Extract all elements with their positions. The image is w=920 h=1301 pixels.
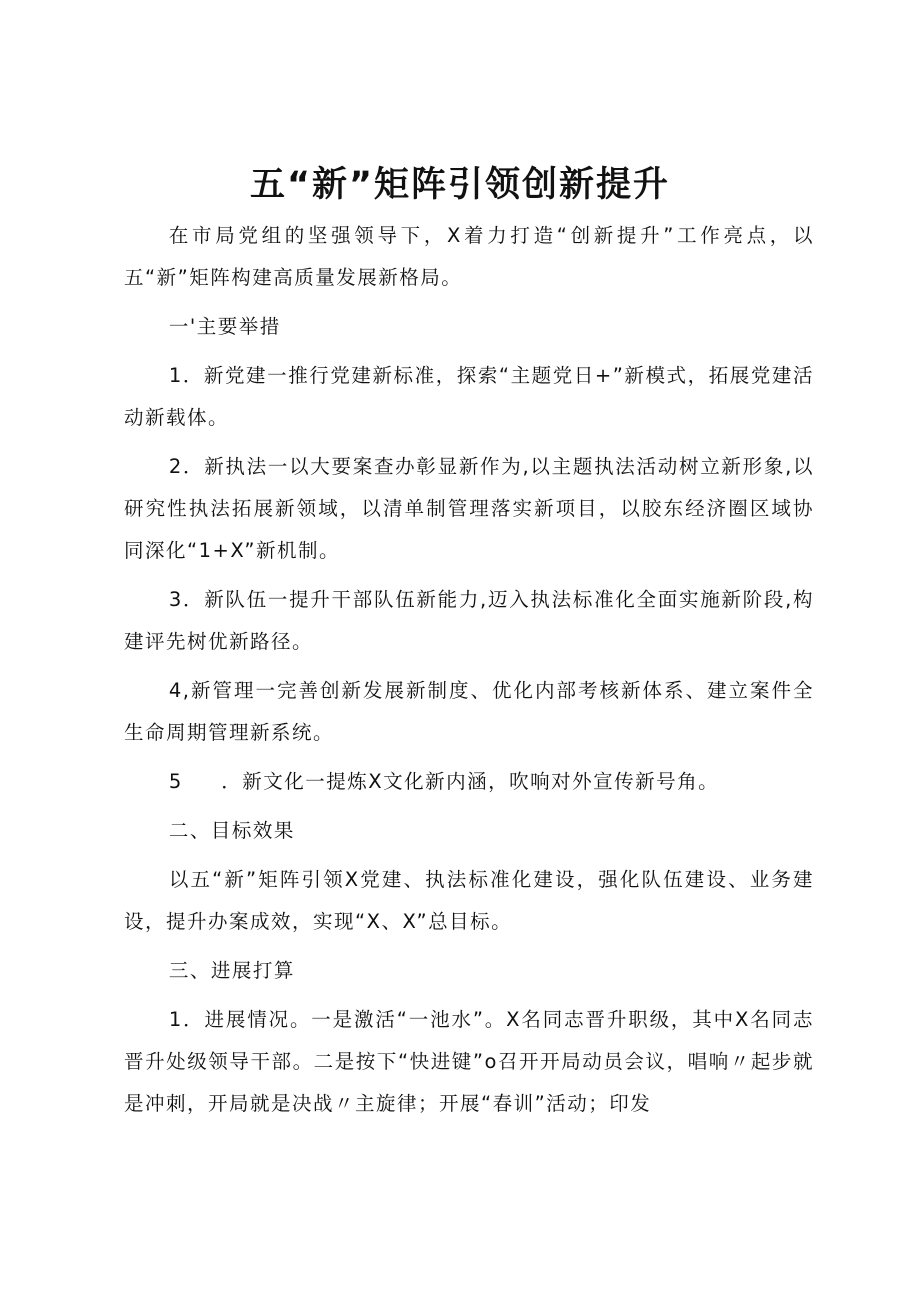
section-heading-goals: 二、目标效果 <box>168 819 295 842</box>
intro-paragraph: 在市局党组的坚强领导下，X着力打造“创新提升”工作亮点，以五“新”矩阵构建高质量发展新格局。 <box>124 224 814 289</box>
measure-item-culture: 5 ．新文化一提炼X文化新内涵，吹响对外宣传新号角。 <box>168 770 720 793</box>
measure-item-law-enforcement: 2．新执法一以大要案查办彰显新作为,以主题执法活动树立新形象,以研究性执法拓展新领域，以清单制管理落实新项目，以胶东经济圈区域协同深化“1+X”新机制。 <box>124 455 814 562</box>
section-heading-progress: 三、进展打算 <box>168 959 295 982</box>
progress-paragraph: 1．进展情况。一是激活“一池水”。X名同志晋升职级，其中X名同志晋升处级领导干部。二是按下“快进键”o召开开局动员会议，唱响〃起步就是冲刺，开局就是决战〃主旋律；开展“春训”活动；印发 <box>124 1008 814 1115</box>
document-body <box>124 215 814 1132</box>
measure-item-management: 4,新管理一完善创新发展新制度、优化内部考核新体系、建立案件全生命周期管理新系统。 <box>124 679 814 744</box>
document-title: 五“新”矩阵引领创新提升 <box>249 165 670 205</box>
measure-item-party-building: 1．新党建一推行党建新标准，探索“主题党日+”新模式，拓展党建活动新载体。 <box>124 364 814 429</box>
goals-paragraph: 以五“新”矩阵引领X党建、执法标准化建设，强化队伍建设、业务建设，提升办案成效，实现“X、X”总目标。 <box>124 868 814 933</box>
section-heading-measures: 一'主要举措 <box>168 315 281 338</box>
measure-item-team: 3．新队伍一提升干部队伍新能力,迈入执法标准化全面实施新阶段,构建评先树优新路径。 <box>124 588 814 653</box>
